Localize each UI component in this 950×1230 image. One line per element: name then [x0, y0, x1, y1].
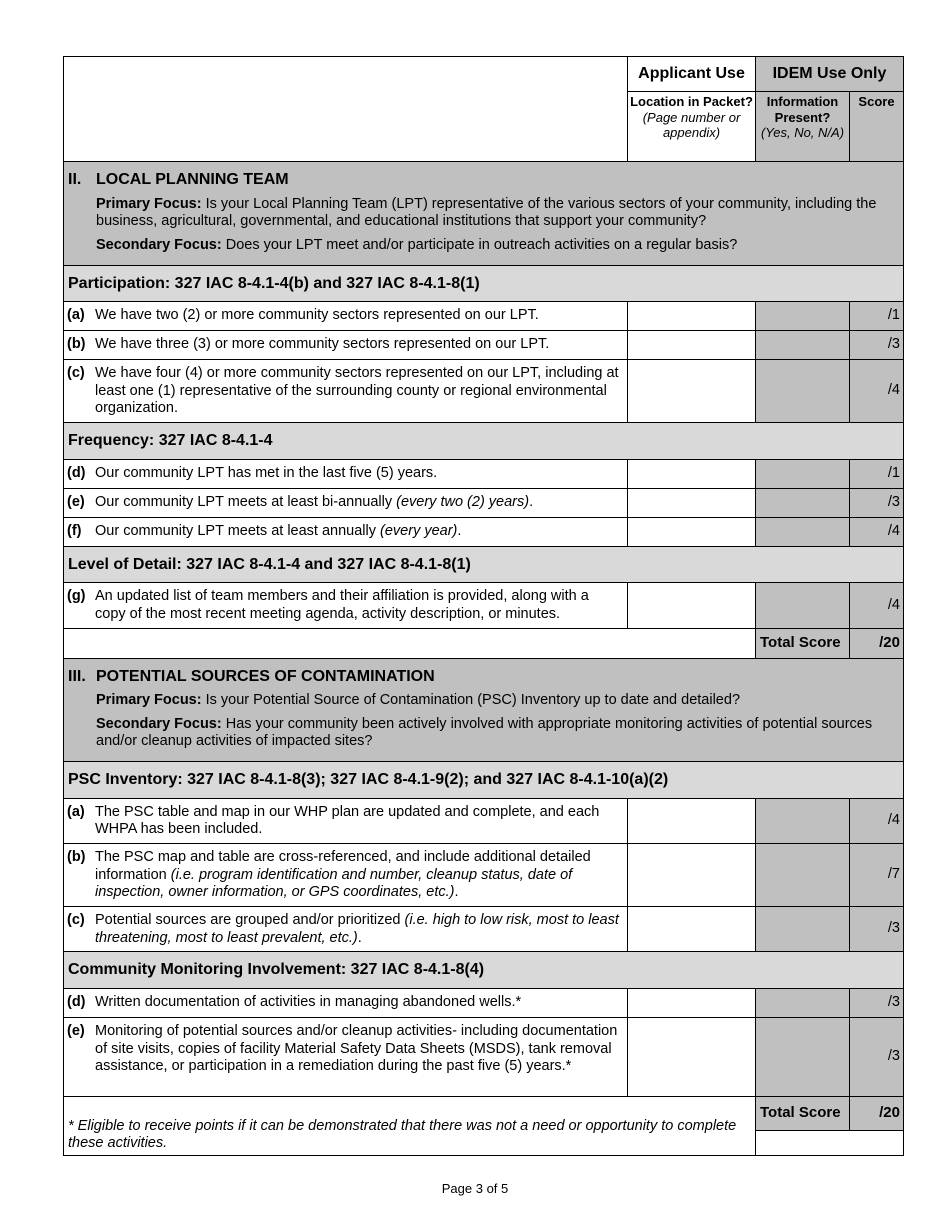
idem-use-only-header: IDEM Use Only: [756, 57, 904, 92]
info-present-cell: [756, 360, 850, 423]
psc-inventory-subheader: PSC Inventory: 327 IAC 8-4.1-8(3); 327 IAC 8-4.1-9(2); and 327 IAC 8-4.1-10(a)(2): [64, 762, 904, 799]
score-cell: /1: [850, 459, 904, 488]
info-present-cell: [756, 517, 850, 546]
level-of-detail-subheader: Level of Detail: 327 IAC 8-4.1-4 and 327 IAC 8-4.1-8(1): [64, 546, 904, 583]
score-cell: /3: [850, 1017, 904, 1096]
info-present-cell: [756, 844, 850, 907]
applicant-use-header: Applicant Use: [628, 57, 756, 92]
footnote-cell: [64, 1096, 756, 1155]
item-text: The PSC table and map in our WHP plan are updated and complete, and each WHPA has been included.: [95, 803, 600, 838]
participation-subheader: Participation: 327 IAC 8-4.1-4(b) and 327 IAC 8-4.1-8(1): [64, 265, 904, 302]
score-cell: /3: [850, 331, 904, 360]
header-blank: [64, 57, 628, 162]
table-row: (f) Our community LPT meets at least annually (every year). /4: [64, 517, 904, 546]
location-cell[interactable]: [628, 488, 756, 517]
item-text: The PSC map and table are cross-referenced, and include additional detailed information (i.e. program identification and number, cleanup status, date of inspection, owner information, or GPS coordinates, etc.).: [95, 849, 591, 901]
footnote: * Eligible to receive points if it can be demonstrated that there was not a need or opportunity to complete these activities.: [68, 1117, 737, 1152]
info-present-cell: [756, 459, 850, 488]
score-cell: /4: [850, 583, 904, 628]
scoring-form-table: [63, 56, 904, 1156]
section-3-header: [64, 658, 904, 762]
location-cell[interactable]: [628, 798, 756, 843]
table-row: (d) Our community LPT has met in the last five (5) years. /1: [64, 459, 904, 488]
location-cell[interactable]: [628, 844, 756, 907]
section-2-title: LOCAL PLANNING TEAM: [96, 171, 289, 188]
total-below-blank: [756, 1130, 904, 1155]
location-cell[interactable]: [628, 907, 756, 952]
section-2-total-label: Total Score: [756, 628, 850, 658]
location-cell[interactable]: [628, 360, 756, 423]
table-row: (a) We have two (2) or more community sectors represented on our LPT. /1: [64, 302, 904, 331]
section-3-primary-focus: Primary Focus: Is your Potential Source of Contamination (PSC) Inventory up to date and detailed?: [96, 692, 741, 709]
section-3-number: III.: [68, 667, 86, 685]
table-row: (b) We have three (3) or more community sectors represented on our LPT. /3: [64, 331, 904, 360]
info-present-cell: [756, 907, 850, 952]
total-row-blank: [64, 628, 756, 658]
score-cell: /4: [850, 517, 904, 546]
section-2-total-score: /20: [850, 628, 904, 658]
item-text: Our community LPT meets at least bi-annually (every two (2) years).: [95, 493, 534, 510]
location-cell[interactable]: [628, 583, 756, 628]
score-cell: /7: [850, 844, 904, 907]
section-2-number: II.: [68, 171, 82, 188]
item-text: Potential sources are grouped and/or prioritized (i.e. high to low risk, most to least threatening, most to least prevalent, etc.).: [95, 912, 619, 946]
section-3-total-label: Total Score: [756, 1096, 850, 1130]
location-bold: Location in Packet?: [630, 94, 753, 109]
table-row: (e) Our community LPT meets at least bi-annually (every two (2) years). /3: [64, 488, 904, 517]
section-3-title: POTENTIAL SOURCES OF CONTAMINATION: [96, 667, 435, 685]
item-text: Our community LPT meets at least annually (every year).: [95, 522, 462, 539]
score-cell: /3: [850, 988, 904, 1017]
info-present-cell: [756, 302, 850, 331]
score-header: Score: [850, 92, 904, 162]
item-text: Written documentation of activities in managing abandoned wells.*: [95, 993, 522, 1010]
page-number: Page 3 of 5: [441, 1181, 509, 1196]
item-text: We have two (2) or more community sectors represented on our LPT.: [95, 307, 539, 324]
information-present-header: [756, 92, 850, 162]
section-3-secondary-focus: Secondary Focus: Has your community been actively involved with appropriate monitoring activities of potential sources and/or cleanup activities of impacted sites?: [96, 715, 873, 750]
score-cell: /3: [850, 907, 904, 952]
section-2-header: [64, 162, 904, 266]
location-cell[interactable]: [628, 331, 756, 360]
item-text: An updated list of team members and their affiliation is provided, along with a copy of the most recent meeting agenda, activity description, or minutes.: [95, 588, 589, 622]
info-italic: (Yes, No, N/A): [760, 125, 845, 141]
location-cell[interactable]: [628, 1017, 756, 1096]
info-present-cell: [756, 798, 850, 843]
info-bold: Information Present?: [766, 94, 839, 125]
table-row: (b) The PSC map and table are cross-referenced, and include additional detailed information (i.e. program identification and number, cleanup status, date of inspection, owner information, or GPS coordinates, etc.). /7: [64, 844, 904, 907]
item-text: Our community LPT has met in the last five (5) years.: [95, 464, 438, 481]
table-row: (c) We have four (4) or more community sectors represented on our LPT, including at least one (1) representative of the surrounding county or regional environmental organization. /4: [64, 360, 904, 423]
score-cell: /1: [850, 302, 904, 331]
info-present-cell: [756, 331, 850, 360]
location-cell[interactable]: [628, 459, 756, 488]
info-present-cell: [756, 488, 850, 517]
item-text: We have four (4) or more community sectors represented on our LPT, including at least one (1) representative of the surrounding county or regional environmental organization.: [95, 365, 619, 417]
table-row: (a) The PSC table and map in our WHP plan are updated and complete, and each WHPA has been included. /4: [64, 798, 904, 843]
score-cell: /4: [850, 360, 904, 423]
location-cell[interactable]: [628, 517, 756, 546]
location-in-packet-header: [628, 92, 756, 162]
table-row: (d) Written documentation of activities in managing abandoned wells.* /3: [64, 988, 904, 1017]
location-cell[interactable]: [628, 988, 756, 1017]
score-cell: /4: [850, 798, 904, 843]
section-2-primary-focus: Primary Focus: Is your Local Planning Team (LPT) representative of the various sectors of your community, including the business, agricultural, governmental, and educational institutions that support your community?: [96, 195, 877, 230]
community-monitoring-subheader: Community Monitoring Involvement: 327 IAC 8-4.1-8(4): [64, 952, 904, 989]
location-cell[interactable]: [628, 302, 756, 331]
info-present-cell: [756, 988, 850, 1017]
table-row: (e) Monitoring of potential sources and/or cleanup activities- including documentation of site visits, copies of facility Material Safety Data Sheets (MSDS), tank removal assistance, or participation in a remediation during the past five (5) years.* /3: [64, 1017, 904, 1096]
score-cell: /3: [850, 488, 904, 517]
table-row: (g) An updated list of team members and their affiliation is provided, along with a copy of the most recent meeting agenda, activity description, or minutes. /4: [64, 583, 904, 628]
item-text: We have three (3) or more community sectors represented on our LPT.: [95, 336, 550, 353]
item-text: Monitoring of potential sources and/or cleanup activities- including documentation of site visits, copies of facility Material Safety Data Sheets (MSDS), tank removal assistance, or participation in a remediation during the past five (5) years.*: [95, 1022, 618, 1075]
location-italic: (Page number or appendix): [642, 109, 741, 141]
table-row: (c) Potential sources are grouped and/or prioritized (i.e. high to low risk, most to least threatening, most to least prevalent, etc.). /3: [64, 907, 904, 952]
section-3-total-score: /20: [850, 1096, 904, 1130]
frequency-subheader: Frequency: 327 IAC 8-4.1-4: [64, 423, 904, 460]
info-present-cell: [756, 583, 850, 628]
info-present-cell: [756, 1017, 850, 1096]
section-2-secondary-focus: Secondary Focus: Does your LPT meet and/or participate in outreach activities on a regular basis?: [96, 236, 738, 253]
